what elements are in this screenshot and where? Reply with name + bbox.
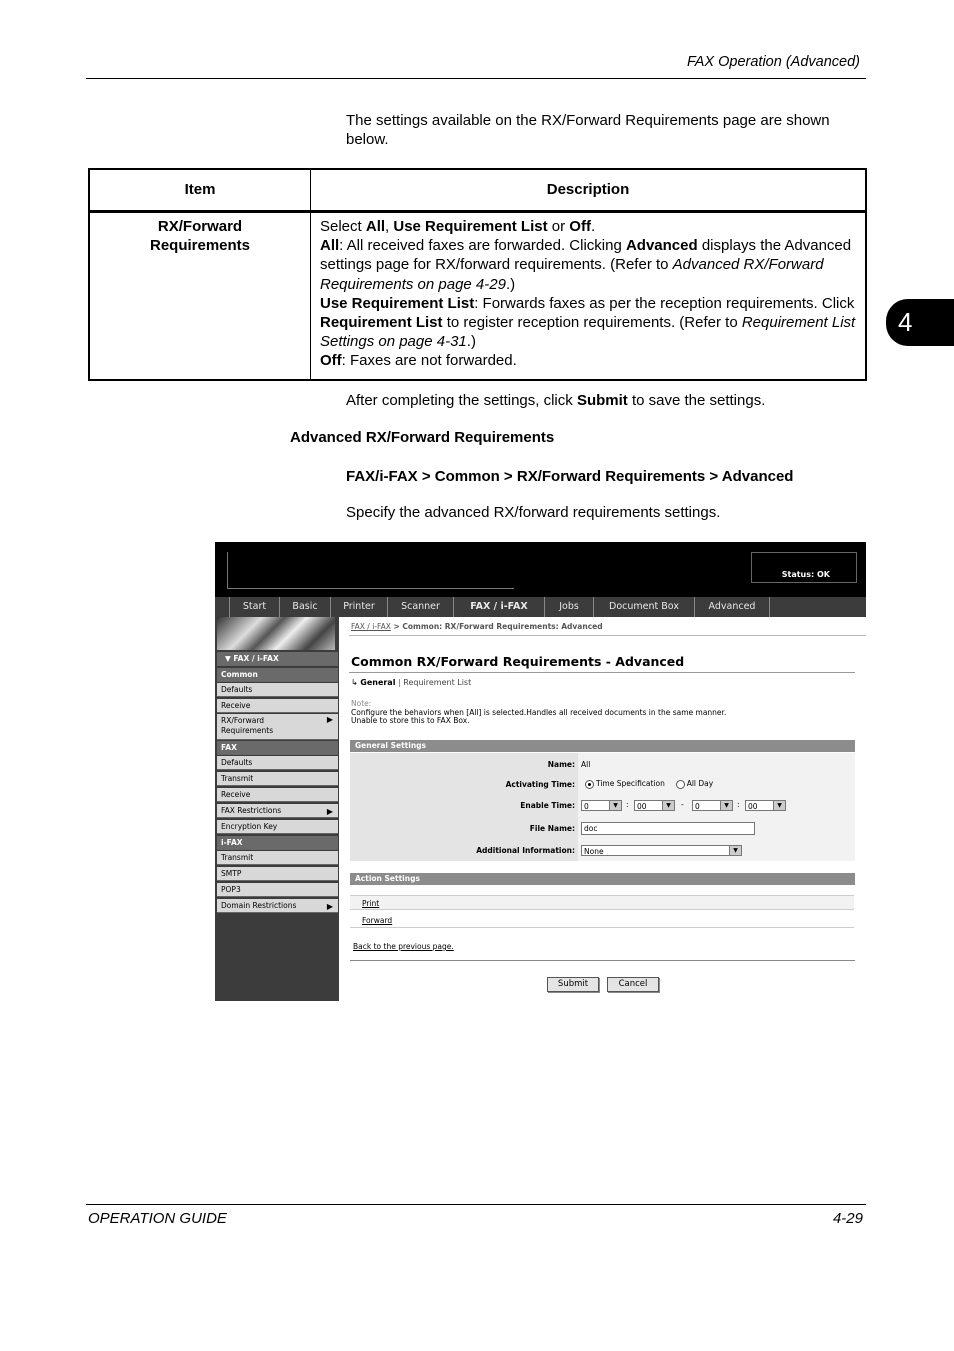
chevron-right-icon: ▶ (326, 807, 333, 816)
sidebar-item-pop3[interactable]: POP3 (217, 883, 338, 897)
status-box: Status: OK (751, 552, 857, 583)
ui-sidebar (215, 617, 339, 1001)
subtab-general[interactable]: General (360, 678, 396, 687)
text: .) (505, 275, 516, 293)
select-value: None (584, 847, 604, 856)
chevron-right-icon: ▶ (326, 902, 333, 911)
name-value: All (581, 760, 591, 769)
column-header-item: Item (89, 169, 311, 212)
note-label: Note: (351, 699, 372, 708)
breadcrumb-rule (349, 635, 866, 636)
action-settings-band: Action Settings (350, 873, 855, 885)
embedded-ui-screenshot (215, 542, 866, 1001)
text-italic: Advanced RX/Forward Requirements on page 4-29 (320, 256, 824, 293)
sidebar-item-label: Requirements (221, 726, 274, 735)
text-bold: All (320, 237, 340, 255)
desc-line-off (320, 351, 859, 370)
sidebar-group-ifax[interactable]: i-FAX (217, 836, 338, 850)
sidebar-item-label: RX/Forward (221, 716, 265, 725)
nav-basic[interactable]: Basic (279, 597, 330, 617)
select-value: 00 (748, 802, 758, 811)
sidebar-item-label: Domain Restrictions (221, 901, 297, 910)
radio-all-day[interactable] (676, 780, 685, 789)
title-rule (349, 672, 855, 673)
page-number: 4-29 (832, 1210, 863, 1227)
file-name-label: File Name: (529, 824, 575, 833)
enable-end-hour-select[interactable] (692, 800, 733, 811)
navigation-path: FAX/i-FAX > Common > RX/Forward Requirements > Advanced (346, 468, 794, 485)
note-text (351, 709, 831, 725)
sidebar-item-fax-restrictions[interactable] (217, 804, 338, 818)
ui-nav-bar (215, 597, 866, 617)
text-bold: Use Requirement List (320, 294, 475, 312)
cancel-button[interactable]: Cancel (607, 977, 659, 992)
sidebar-item-encryption-key[interactable]: Encryption Key (217, 820, 338, 834)
sidebar-group-common[interactable]: Common (217, 668, 338, 682)
chevron-down-icon: ▼ (720, 801, 732, 810)
enable-start-minute-select[interactable] (634, 800, 675, 811)
intro-paragraph: The settings available on the RX/Forward Requirements page are shown below. (346, 112, 830, 148)
text: : Forwards faxes as per the reception requirements. Click (474, 294, 855, 312)
back-link-text: Back to the previous page. (353, 942, 454, 951)
chevron-down-icon: ▼ (662, 801, 674, 810)
sidebar-item-receive[interactable]: Receive (217, 699, 338, 713)
note-line: Configure the behaviors when [All] is selected.Handles all received documents in the same manner. (351, 708, 727, 717)
nav-scanner[interactable]: Scanner (387, 597, 453, 617)
ui-page-title: Common RX/Forward Requirements - Advanced (351, 654, 685, 669)
ui-subtabs (351, 678, 471, 687)
note-line: Unable to store this to FAX Box. (351, 716, 470, 725)
section-heading: Advanced RX/Forward Requirements (290, 429, 555, 446)
text-bold: Use Requirement List (393, 218, 548, 235)
subtab-requirement-list[interactable]: Requirement List (403, 678, 472, 687)
breadcrumb-link[interactable]: FAX / i-FAX (351, 622, 391, 631)
table-row (89, 212, 866, 380)
time-colon: : (626, 800, 629, 809)
text: .) (466, 333, 476, 351)
after-paragraph (346, 391, 765, 410)
text-bold: Requirement List (320, 314, 443, 332)
text: displays the Advanced settings page for RX/forward requirements. (Refer to (320, 237, 852, 274)
nav-fax-ifax[interactable]: FAX / i-FAX (453, 597, 544, 617)
nav-printer[interactable]: Printer (330, 597, 387, 617)
action-row-print (350, 895, 854, 910)
specify-paragraph: Specify the advanced RX/forward requirements settings. (346, 504, 721, 521)
radio-label: Time Specification (596, 779, 665, 788)
nav-document-box[interactable]: Document Box (593, 597, 694, 617)
ui-banner-frame (227, 552, 514, 589)
action-row-forward (350, 913, 854, 928)
sidebar-item-domain-restrictions[interactable] (217, 899, 338, 913)
time-colon: : (737, 800, 740, 809)
sidebar-item-fax-receive[interactable]: Receive (217, 788, 338, 802)
enable-time-label: Enable Time: (520, 801, 575, 810)
footer-guide-name: OPERATION GUIDE (88, 1210, 227, 1227)
sidebar-item-defaults[interactable]: Defaults (217, 683, 338, 697)
text-italic: Requirement List Settings on page 4-31 (320, 314, 856, 351)
print-link[interactable]: Print (362, 899, 380, 908)
forward-link[interactable]: Forward (362, 916, 393, 925)
sidebar-item-fax-transmit[interactable]: Transmit (217, 772, 338, 786)
select-value: 0 (695, 802, 700, 811)
text: : All received faxes are forwarded. Clicking (339, 237, 626, 255)
enable-end-minute-select[interactable] (745, 800, 786, 811)
sidebar-item-label: FAX Restrictions (221, 806, 282, 815)
text-bold: Off (320, 352, 342, 370)
general-settings-band: General Settings (350, 740, 855, 752)
enable-start-hour-select[interactable] (581, 800, 622, 811)
header-rule (86, 78, 866, 79)
text: , (385, 218, 394, 235)
activating-time-options (585, 779, 713, 789)
sidebar-item-smtp[interactable]: SMTP (217, 867, 338, 881)
desc-line-use-list (320, 294, 859, 352)
item-cell (89, 212, 311, 380)
desc-line-all (320, 236, 859, 294)
chevron-down-icon: ▼ (773, 801, 785, 810)
sidebar-item-fax-defaults[interactable]: Defaults (217, 756, 338, 770)
text: . (590, 218, 596, 235)
running-header-title: FAX Operation (Advanced) (686, 54, 860, 70)
text-bold: Submit (576, 392, 628, 409)
text: or (547, 218, 570, 235)
radio-time-specification[interactable] (585, 780, 594, 789)
select-value: 0 (584, 802, 589, 811)
desc-line-select (320, 217, 859, 236)
chevron-down-icon: ▼ (609, 801, 621, 810)
ui-breadcrumb (351, 622, 603, 631)
time-dash: - (681, 800, 684, 809)
additional-info-label: Additional Information: (476, 846, 575, 855)
chapter-tab: 4 (886, 299, 954, 346)
text-bold: All (365, 218, 386, 235)
sidebar-item-rx-forward[interactable] (217, 714, 338, 740)
text: to register reception requirements. (Refer to (442, 314, 742, 332)
table-header-row (89, 169, 866, 212)
form-bottom-rule (350, 960, 855, 961)
select-value: 00 (637, 802, 647, 811)
description-cell (311, 212, 867, 380)
text: After completing the settings, click (346, 392, 577, 409)
file-name-input[interactable]: doc (581, 822, 755, 835)
chevron-right-icon: ▶ (326, 715, 333, 724)
text: : Faxes are not forwarded. (341, 352, 517, 370)
sidebar-leaf-image (217, 617, 335, 650)
text: Select (320, 218, 366, 235)
subtab-separator: | (398, 678, 401, 687)
item-name-line2: Requirements (149, 237, 251, 255)
column-header-description: Description (311, 169, 867, 212)
subtab-arrow-icon: ↳ (351, 678, 358, 687)
nav-advanced[interactable]: Advanced (694, 597, 770, 617)
additional-info-select[interactable] (581, 845, 742, 856)
settings-table (88, 168, 867, 381)
sidebar-item-ifax-transmit[interactable]: Transmit (217, 851, 338, 865)
submit-button[interactable]: Submit (547, 977, 599, 992)
footer-rule (86, 1204, 866, 1205)
text: to save the settings. (627, 392, 766, 409)
breadcrumb-rest: > Common: RX/Forward Requirements: Advanced (390, 622, 603, 631)
sidebar-section-fax-ifax[interactable]: ▼ FAX / i-FAX (217, 652, 338, 666)
text-bold: Advanced (625, 237, 698, 255)
sidebar-group-fax[interactable]: FAX (217, 741, 338, 755)
text-bold: Off (569, 218, 591, 235)
back-link[interactable] (353, 942, 454, 951)
item-name-line1: RX/Forward (157, 218, 243, 235)
chevron-down-icon: ▼ (729, 846, 741, 855)
radio-label: All Day (686, 779, 714, 788)
nav-start[interactable]: Start (229, 597, 279, 617)
nav-jobs[interactable]: Jobs (544, 597, 593, 617)
name-label: Name: (547, 760, 575, 769)
activating-time-label: Activating Time: (505, 780, 575, 789)
